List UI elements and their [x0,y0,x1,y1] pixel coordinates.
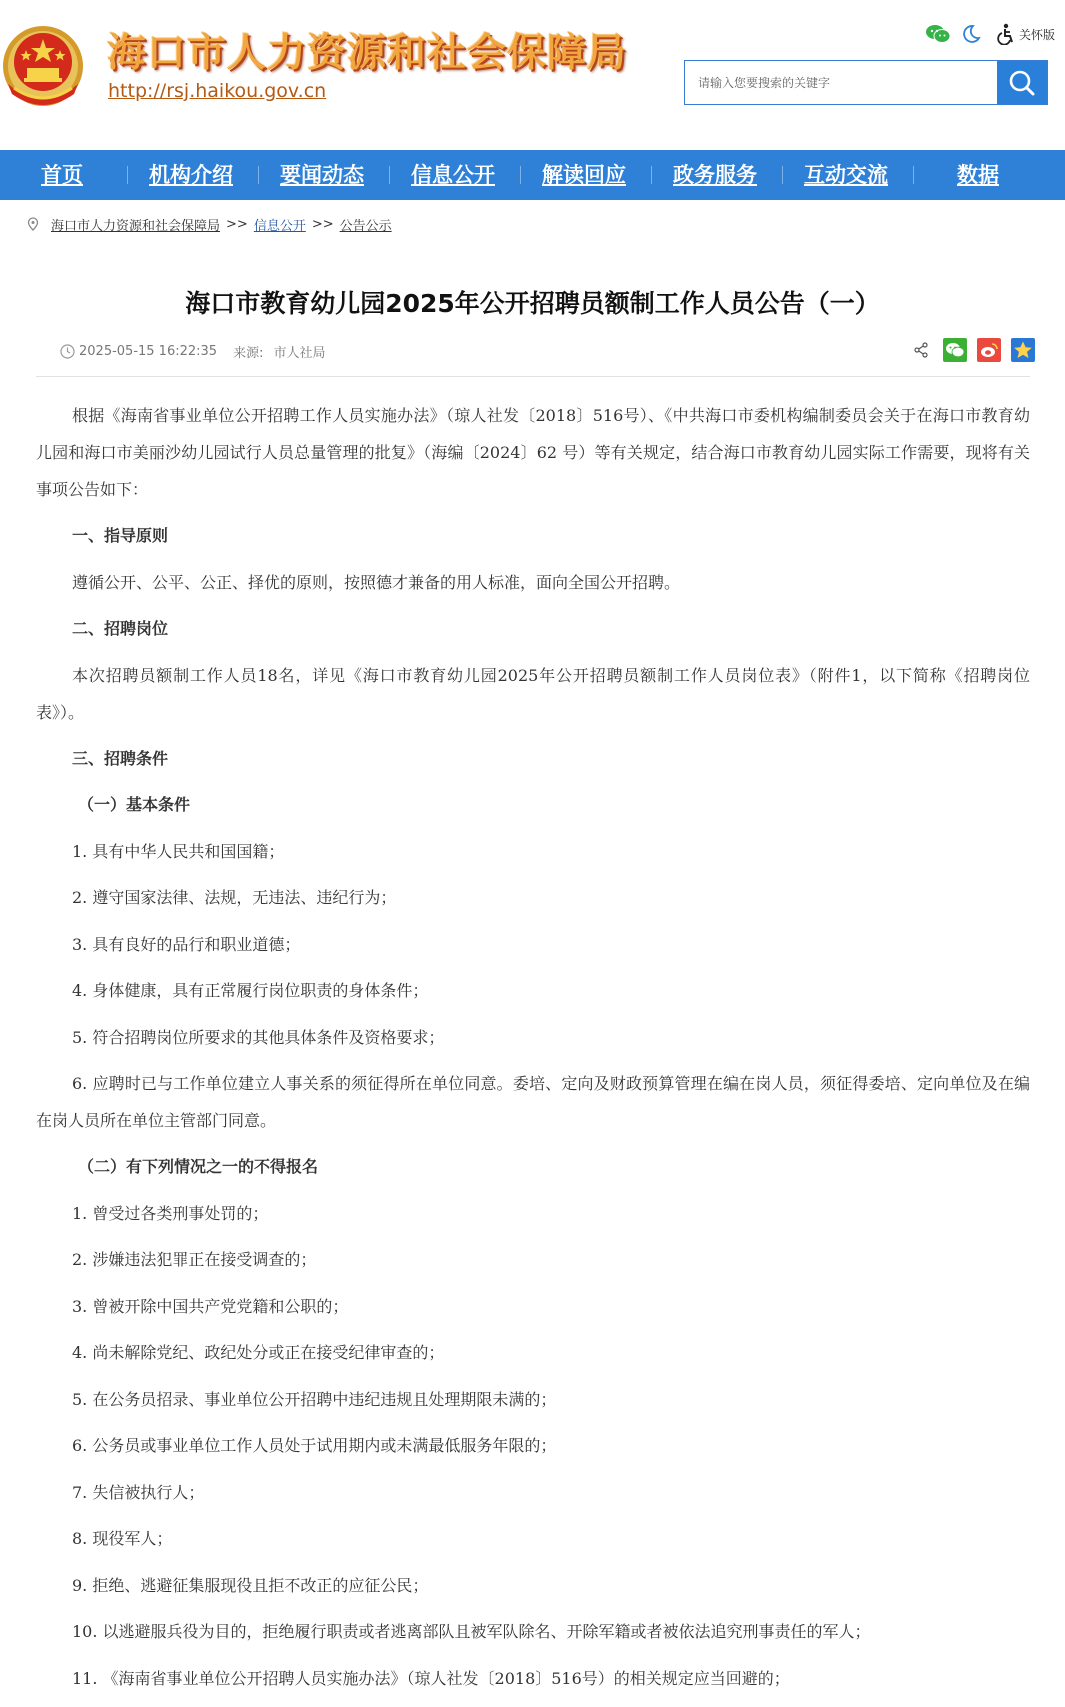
share-icon[interactable] [909,338,933,362]
nav-item-interaction[interactable]: 互动交流 [804,163,888,187]
list-item: 1. 曾受过各类刑事处罚的； [72,1203,269,1223]
list-item: 1. 具有中华人民共和国国籍； [72,841,285,861]
site-header [0,0,1065,150]
breadcrumb [27,214,392,234]
source-value: 市人社局 [273,345,326,361]
breadcrumb-separator: >> [311,216,334,232]
sub-heading: （二）有下列情况之一的不得报名 [78,1157,319,1176]
list-item: 2. 涉嫌违法犯罪正在接受调查的； [72,1250,317,1269]
intro-paragraph: 根据《海南省事业单位公开招聘工作人员实施办法》（琼人社发〔2018〕516号）、《中共海口市委机构编制委员会关于在海口市教育幼儿园和海口市美丽沙幼儿园试行人员总量管理的批复》（海编〔2024〕62 号）等有关规定，结合海口市教育幼儿园实际工作需要，现将有关事项公告如下： [36,406,1030,499]
paragraph: 本次招聘员额制工作人员18名，详见《海口市教育幼儿园2025年公开招聘员额制工作人员岗位表》（附件1，以下简称《招聘岗位表》）。 [36,665,1030,722]
location-pin-icon [27,217,39,231]
weibo-icon[interactable] [977,338,1001,362]
list-item: 5. 在公务员招录、事业单位公开招聘中违纪违规且处理期限未满的； [72,1389,557,1409]
nav-separator [258,166,259,184]
divider [36,376,1030,377]
list-item: 6. 公务员或事业单位工作人员处于试用期内或未满最低服务年限的； [72,1436,557,1455]
list-item: 3. 曾被开除中国共产党党籍和公职的； [72,1296,349,1316]
list-item: 5. 符合招聘岗位所要求的其他具体条件及资格要求； [72,1027,445,1047]
section-heading: 二、招聘岗位 [72,619,169,638]
top-toolbar [925,22,1055,46]
search-box [684,60,1048,105]
nav-separator [389,166,390,184]
accessibility-icon[interactable] [995,23,1017,45]
list-item: 7. 失信被执行人； [72,1482,205,1502]
search-input[interactable] [685,61,997,104]
nav-separator [782,166,783,184]
list-item: 3. 具有良好的品行和职业道德； [72,934,301,954]
article-title: 海口市教育幼儿园2025年公开招聘员额制工作人员公告（一） [185,289,880,318]
list-item: 9. 拒绝、逃避征集服现役且拒不改正的应征公民； [72,1575,429,1595]
nav-item-news[interactable]: 要闻动态 [280,163,364,187]
clock-icon [60,344,75,359]
nav-item-gov-services[interactable]: 政务服务 [673,163,757,187]
breadcrumb-item-announcements[interactable]: 公告公示 [339,218,392,234]
main-nav [0,150,1065,200]
article-body [36,397,1030,1706]
paragraph: 遵循公开、公平、公正、择优的原则，按照德才兼备的用人标准，面向全国公开招聘。 [72,572,681,592]
list-item: 4. 身体健康，具有正常履行岗位职责的身体条件； [72,981,429,1000]
nav-item-info-disclosure[interactable]: 信息公开 [411,163,495,187]
sub-heading: （一）基本条件 [78,795,191,814]
site-url-link[interactable]: http://rsj.haikou.gov.cn [108,80,327,102]
list-item: 4. 尚未解除党纪、政纪处分或正在接受纪律审查的； [72,1343,445,1362]
list-item: 10. 以逃避服兵役为目的，拒绝履行职责或者逃离部队且被军队除名、开除军籍或者被依法追究刑事责任的军人； [72,1622,871,1641]
site-title: 海口市人力资源和社会保障局 [107,31,628,76]
list-item: 11. 《海南省事业单位公开招聘人员实施办法》（琼人社发〔2018〕516号）的相关规定应当回避的； [72,1668,790,1688]
nav-item-interpretation[interactable]: 解读回应 [542,163,626,187]
search-button[interactable] [997,61,1047,104]
nav-item-about[interactable]: 机构介绍 [149,163,233,187]
breadcrumb-item-info-disclosure[interactable]: 信息公开 [253,218,306,234]
source-label: 来源: [233,345,264,361]
breadcrumb-separator: >> [226,216,248,232]
national-emblem-icon [2,22,84,110]
dark-mode-icon[interactable] [961,24,981,44]
nav-separator [520,166,521,184]
nav-separator [913,166,914,184]
share-bar [909,338,1035,362]
search-icon [1008,69,1036,97]
breadcrumb-item-home[interactable]: 海口市人力资源和社会保障局 [51,218,221,234]
care-version-link[interactable]: 关怀版 [1019,27,1056,42]
wechat-share-icon[interactable] [943,338,967,362]
nav-separator [651,166,652,184]
section-heading: 一、指导原则 [72,526,169,545]
favorite-icon[interactable] [1011,338,1035,362]
section-heading: 三、招聘条件 [72,748,169,768]
nav-item-home[interactable]: 首页 [41,163,83,187]
nav-item-data[interactable]: 数据 [957,163,999,187]
nav-separator [127,166,128,184]
list-item: 8. 现役军人； [72,1529,173,1548]
wechat-icon[interactable] [925,24,951,44]
article-meta [60,341,325,361]
publish-datetime: 2025-05-15 16:22:35 [79,343,218,359]
list-item: 2. 遵守国家法律、法规，无违法、违纪行为； [72,888,397,907]
list-item: 6. 应聘时已与工作单位建立人事关系的须征得所在单位同意。委培、定向及财政预算管理在编在岗人员，须征得委培、定向单位及在编在岗人员所在单位主管部门同意。 [36,1074,1030,1130]
